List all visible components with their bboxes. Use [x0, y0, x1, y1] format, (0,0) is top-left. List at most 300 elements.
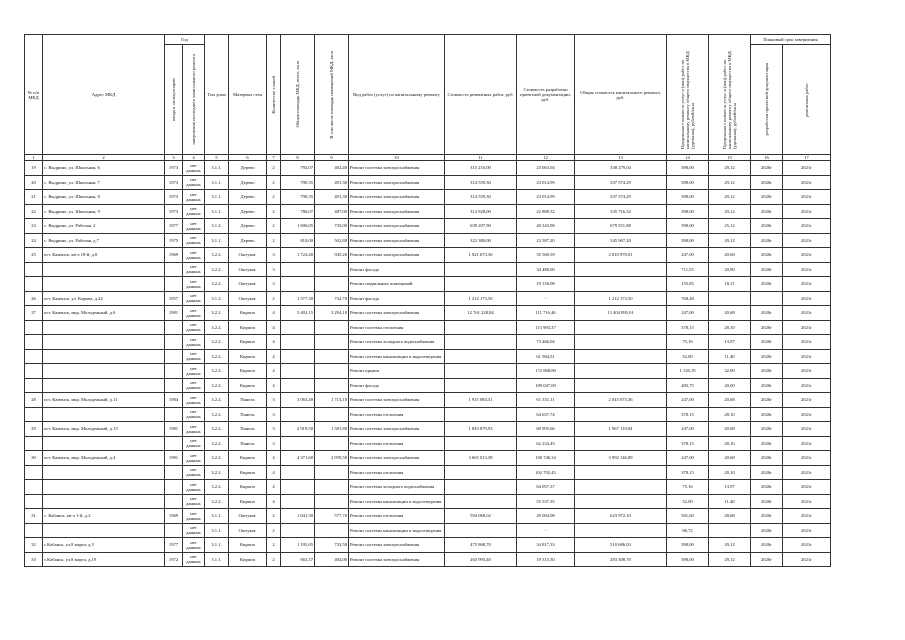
- house-type-cell: 3.2.2.: [205, 393, 229, 408]
- row-number-cell: [25, 349, 43, 364]
- last-repair-year-cell: нет данных: [183, 190, 205, 205]
- address-cell: [43, 335, 165, 350]
- commissioning-year-cell: 1973: [165, 204, 183, 219]
- works-deadline-cell: 2021г: [783, 364, 831, 379]
- unit-cost-limit-2-cell: 32,00: [709, 364, 751, 379]
- repair-cost-cell: [445, 335, 517, 350]
- design-deadline-cell: 2020г: [751, 277, 783, 292]
- address-cell: с. Выдрино, ул. Рабочая, 2: [43, 219, 165, 234]
- last-repair-year-cell: нет данных: [183, 494, 205, 509]
- design-deadline-cell: 2020г: [751, 335, 783, 350]
- row-number-cell: 32: [25, 538, 43, 553]
- total-cost-cell: [575, 349, 667, 364]
- unit-cost-limit-1-cell: 501,60: [667, 509, 709, 524]
- work-type-cell: Ремонт системы электроснабжения: [349, 451, 445, 466]
- works-deadline-cell: 2021г: [783, 204, 831, 219]
- premises-area-cell: 735,00: [315, 219, 349, 234]
- unit-cost-limit-2-cell: 18,11: [709, 277, 751, 292]
- unit-cost-limit-1-cell: 155,85: [667, 277, 709, 292]
- repair-cost-cell: [445, 364, 517, 379]
- premises-area-cell: [315, 262, 349, 277]
- table-row: [25, 393, 831, 408]
- work-type-cell: Ремонт системы электроснабжения: [349, 233, 445, 248]
- unit-cost-limit-2-cell: 29,12: [709, 233, 751, 248]
- design-cost-cell: 34 488,00: [517, 262, 575, 277]
- total-area-cell: [281, 480, 315, 495]
- row-number-cell: [25, 494, 43, 509]
- design-deadline-cell: 2020г: [751, 451, 783, 466]
- table-body: [25, 161, 831, 567]
- design-deadline-cell: 2020г: [751, 204, 783, 219]
- unit-cost-limit-1-cell: 52,00: [667, 494, 709, 509]
- repair-cost-cell: [445, 436, 517, 451]
- commissioning-year-cell: 1969: [165, 248, 183, 263]
- wall-material-cell: Дерево: [229, 190, 267, 205]
- floors-cell: 4: [267, 494, 281, 509]
- address-cell: пгт. Каменск, мкр. Молодежный, д.13: [43, 422, 165, 437]
- column-number-cell: 8: [281, 155, 315, 161]
- table-row: [25, 190, 831, 205]
- work-type-cell: Ремонт системы электроснабжения: [349, 393, 445, 408]
- last-repair-year-cell: нет данных: [183, 204, 205, 219]
- work-type-cell: Ремонт фасада: [349, 262, 445, 277]
- total-cost-cell: [575, 335, 667, 350]
- repair-cost-cell: [445, 262, 517, 277]
- total-cost-cell: 283 308,70: [575, 552, 667, 567]
- row-number-cell: [25, 523, 43, 538]
- total-area-cell: [281, 364, 315, 379]
- table-row: [25, 306, 831, 321]
- design-cost-cell: 23 014,99: [517, 190, 575, 205]
- total-area-cell: 1 195,65: [281, 538, 315, 553]
- last-repair-year-cell: нет данных: [183, 364, 205, 379]
- header-unit-cost-limit-2: Предельная стоимость услуг и (или) работ по капитальному ремонту общего имущества в МКД (удельная), рублей/кв.м: [709, 35, 751, 155]
- works-deadline-cell: 2021г: [783, 161, 831, 176]
- commissioning-year-cell: 1972: [165, 552, 183, 567]
- table-row: [25, 248, 831, 263]
- unit-cost-limit-1-cell: 75,16: [667, 480, 709, 495]
- premises-area-cell: 1 713,10: [315, 393, 349, 408]
- floors-cell: 3: [267, 407, 281, 422]
- total-cost-cell: [575, 378, 667, 393]
- column-number-cell: 13: [575, 155, 667, 161]
- premises-area-cell: [315, 523, 349, 538]
- row-number-cell: 28: [25, 393, 43, 408]
- premises-area-cell: 402,40: [315, 161, 349, 176]
- last-repair-year-cell: нет данных: [183, 422, 205, 437]
- last-repair-year-cell: нет данных: [183, 436, 205, 451]
- work-type-cell: Ремонт системы отопления: [349, 320, 445, 335]
- wall-material-cell: Оштукат.: [229, 262, 267, 277]
- total-cost-cell: 345 967,20: [575, 233, 667, 248]
- works-deadline-cell: 2021г: [783, 335, 831, 350]
- repair-cost-cell: [445, 349, 517, 364]
- work-type-cell: Ремонт системы канализации и водоотведения: [349, 523, 445, 538]
- unit-cost-limit-2-cell: 25,12: [709, 219, 751, 234]
- row-number-cell: 29: [25, 422, 43, 437]
- last-repair-year-cell: нет данных: [183, 306, 205, 321]
- design-cost-cell: 102 792,45: [517, 465, 575, 480]
- header-repair-cost: Стоимость ремонтных работ, руб.: [445, 35, 517, 155]
- wall-material-cell: Панель: [229, 422, 267, 437]
- unit-cost-limit-2-cell: 20,00: [709, 378, 751, 393]
- row-number-cell: [25, 465, 43, 480]
- house-type-cell: 3.1.1.: [205, 552, 229, 567]
- house-type-cell: 3.1.1.: [205, 233, 229, 248]
- total-cost-cell: [575, 407, 667, 422]
- premises-area-cell: [315, 349, 349, 364]
- commissioning-year-cell: 1981: [165, 306, 183, 321]
- premises-area-cell: 2 959,50: [315, 451, 349, 466]
- premises-area-cell: 732,70: [315, 291, 349, 306]
- floors-cell: 2: [267, 523, 281, 538]
- table-row: [25, 161, 831, 176]
- wall-material-cell: Кирпич: [229, 306, 267, 321]
- repair-cost-cell: [445, 523, 517, 538]
- table-row: [25, 465, 831, 480]
- last-repair-year-cell: нет данных: [183, 465, 205, 480]
- header-house-type: Тип дома: [205, 35, 229, 155]
- design-cost-cell: 29 004,08: [517, 509, 575, 524]
- design-deadline-cell: 2020г: [751, 190, 783, 205]
- house-type-cell: 3.2.2.: [205, 349, 229, 364]
- house-type-cell: 3.2.2.: [205, 364, 229, 379]
- total-area-cell: 1 577,30: [281, 291, 315, 306]
- header-unit-cost-limit-1: Предельная стоимость услуг и (или) работ по капитальному ремонту общего имущества в МКД (удельная), рублей/кв.м: [667, 35, 709, 155]
- unit-cost-limit-2-cell: 28,10: [709, 407, 751, 422]
- row-number-cell: 26: [25, 291, 43, 306]
- unit-cost-limit-1-cell: 398,00: [667, 538, 709, 553]
- total-cost-cell: 2 043 073,36: [575, 393, 667, 408]
- table-row: [25, 494, 831, 509]
- works-deadline-cell: 2021г: [783, 349, 831, 364]
- floors-cell: 2: [267, 291, 281, 306]
- unit-cost-limit-2-cell: 20,68: [709, 248, 751, 263]
- commissioning-year-cell: [165, 523, 183, 538]
- floors-cell: 2: [267, 552, 281, 567]
- design-deadline-cell: [751, 291, 783, 306]
- unit-cost-limit-2-cell: 13,97: [709, 335, 751, 350]
- repair-cost-cell: 3 665 013,38: [445, 451, 517, 466]
- unit-cost-limit-1-cell: 75,16: [667, 335, 709, 350]
- premises-area-cell: [315, 364, 349, 379]
- commissioning-year-cell: [165, 407, 183, 422]
- unit-cost-limit-2-cell: 29,12: [709, 538, 751, 553]
- total-cost-cell: 335 716,32: [575, 204, 667, 219]
- commissioning-year-cell: [165, 465, 183, 480]
- design-deadline-cell: 2020г: [751, 523, 783, 538]
- header-last-repair-year: завершения последнего капитального ремонта: [183, 45, 205, 155]
- floors-cell: 3: [267, 422, 281, 437]
- address-cell: [43, 262, 165, 277]
- table-row: [25, 378, 831, 393]
- work-type-cell: Ремонт системы электроснабжения: [349, 552, 445, 567]
- total-area-cell: [281, 320, 315, 335]
- unit-cost-limit-1-cell: 398,00: [667, 233, 709, 248]
- address-cell: пгт. Каменск, кв-л 18-й, д.8: [43, 248, 165, 263]
- row-number-cell: [25, 480, 43, 495]
- total-area-cell: [281, 465, 315, 480]
- wall-material-cell: Кирпич: [229, 335, 267, 350]
- repair-cost-cell: [445, 494, 517, 509]
- design-cost-cell: 61 351,11: [517, 393, 575, 408]
- total-cost-cell: 1 967 110,04: [575, 422, 667, 437]
- house-type-cell: 3.2.2.: [205, 480, 229, 495]
- column-number-cell: 6: [229, 155, 267, 161]
- design-deadline-cell: 2020г: [751, 175, 783, 190]
- premises-area-cell: 491,30: [315, 175, 349, 190]
- work-type-cell: Ремонт системы отопления: [349, 407, 445, 422]
- works-deadline-cell: 2021г: [783, 509, 831, 524]
- floors-cell: 4: [267, 451, 281, 466]
- total-cost-cell: 337 574,29: [575, 190, 667, 205]
- column-number-cell: 14: [667, 155, 709, 161]
- floors-cell: 4: [267, 364, 281, 379]
- work-type-cell: Ремонт системы отопления: [349, 436, 445, 451]
- repair-cost-cell: 314 559,30: [445, 190, 517, 205]
- wall-material-cell: Кирпич: [229, 320, 267, 335]
- premises-area-cell: [315, 335, 349, 350]
- wall-material-cell: Панель: [229, 407, 267, 422]
- work-type-cell: Ремонт системы электроснабжения: [349, 204, 445, 219]
- last-repair-year-cell: нет данных: [183, 480, 205, 495]
- total-area-cell: 4 371,68: [281, 451, 315, 466]
- repair-cost-cell: 1 915 084,51: [445, 393, 517, 408]
- table-row: [25, 407, 831, 422]
- unit-cost-limit-2-cell: 20,68: [709, 422, 751, 437]
- repair-cost-cell: 315 216,00: [445, 161, 517, 176]
- house-type-cell: 3.1.1.: [205, 523, 229, 538]
- last-repair-year-cell: нет данных: [183, 277, 205, 292]
- total-area-cell: 810,00: [281, 233, 315, 248]
- address-cell: [43, 364, 165, 379]
- address-cell: [43, 523, 165, 538]
- last-repair-year-cell: нет данных: [183, 335, 205, 350]
- total-cost-cell: 2 010 978,01: [575, 248, 667, 263]
- header-floors: Количество этажей: [267, 35, 281, 155]
- table-row: [25, 277, 831, 292]
- unit-cost-limit-2-cell: 28,10: [709, 320, 751, 335]
- wall-material-cell: Панель: [229, 393, 267, 408]
- wall-material-cell: Кирпич: [229, 552, 267, 567]
- premises-area-cell: 491,30: [315, 190, 349, 205]
- wall-material-cell: Дерево: [229, 175, 267, 190]
- commissioning-year-cell: [165, 494, 183, 509]
- design-cost-cell: 109 047,00: [517, 378, 575, 393]
- column-number-cell: 16: [751, 155, 783, 161]
- repair-cost-cell: [445, 378, 517, 393]
- works-deadline-cell: 2021г: [783, 233, 831, 248]
- header-wall-material: Материал стен: [229, 35, 267, 155]
- works-deadline-cell: 2021г: [783, 262, 831, 277]
- last-repair-year-cell: нет данных: [183, 349, 205, 364]
- work-type-cell: Ремонт системы электроснабжения: [349, 306, 445, 321]
- column-number-cell: 15: [709, 155, 751, 161]
- unit-cost-limit-2-cell: 29,12: [709, 190, 751, 205]
- design-cost-cell: -: [517, 523, 575, 538]
- premises-area-cell: [315, 320, 349, 335]
- work-type-cell: Ремонт системы электроснабжения: [349, 190, 445, 205]
- total-cost-cell: 3 992 146,89: [575, 451, 667, 466]
- total-area-cell: 1 724,40: [281, 248, 315, 263]
- address-cell: [43, 480, 165, 495]
- design-cost-cell: 22 888,32: [517, 204, 575, 219]
- total-cost-cell: 338 279,04: [575, 161, 667, 176]
- column-number-cell: 4: [183, 155, 205, 161]
- works-deadline-cell: 2021г: [783, 494, 831, 509]
- last-repair-year-cell: нет данных: [183, 219, 205, 234]
- house-type-cell: 3.1.1.: [205, 509, 229, 524]
- floors-cell: 2: [267, 233, 281, 248]
- commissioning-year-cell: 1981: [165, 422, 183, 437]
- house-type-cell: 3.2.2.: [205, 378, 229, 393]
- floors-cell: 2: [267, 509, 281, 524]
- commissioning-year-cell: 1973: [165, 190, 183, 205]
- wall-material-cell: Кирпич: [229, 364, 267, 379]
- floors-cell: 4: [267, 378, 281, 393]
- commissioning-year-cell: 1973: [165, 161, 183, 176]
- total-cost-cell: 679 551,88: [575, 219, 667, 234]
- house-type-cell: 3.1.2.: [205, 291, 229, 306]
- total-area-cell: 790,35: [281, 175, 315, 190]
- house-type-cell: 3.2.2.: [205, 335, 229, 350]
- work-type-cell: Ремонт системы холодного водоснабжения: [349, 335, 445, 350]
- design-deadline-cell: 2020г: [751, 509, 783, 524]
- row-number-cell: [25, 335, 43, 350]
- unit-cost-limit-2-cell: 28,68: [709, 509, 751, 524]
- floors-cell: 2: [267, 190, 281, 205]
- header-commissioning-year: ввода в эксплуатацию: [165, 45, 183, 155]
- unit-cost-limit-2-cell: [709, 291, 751, 306]
- unit-cost-limit-1-cell: 768,48: [667, 291, 709, 306]
- design-deadline-cell: 2020г: [751, 393, 783, 408]
- unit-cost-limit-2-cell: 29,12: [709, 552, 751, 567]
- design-cost-cell: 62 234,45: [517, 436, 575, 451]
- premises-area-cell: 3 294,10: [315, 306, 349, 321]
- column-number-cell: 5: [205, 155, 229, 161]
- table-row: [25, 349, 831, 364]
- row-number-cell: 25: [25, 248, 43, 263]
- commissioning-year-cell: [165, 349, 183, 364]
- table-row: [25, 422, 831, 437]
- address-cell: [43, 436, 165, 451]
- table-row: [25, 538, 831, 553]
- header-address: Адрес МКД: [43, 35, 165, 155]
- total-area-cell: 1 041,30: [281, 509, 315, 524]
- last-repair-year-cell: нет данных: [183, 451, 205, 466]
- floors-cell: 2: [267, 161, 281, 176]
- design-deadline-cell: 2020г: [751, 320, 783, 335]
- work-type-cell: Ремонт системы холодного водоснабжения: [349, 480, 445, 495]
- repair-cost-cell: 1 212 173,50: [445, 291, 517, 306]
- row-number-cell: 31: [25, 509, 43, 524]
- table-row: [25, 523, 831, 538]
- design-deadline-cell: 2020г: [751, 161, 783, 176]
- table-row: [25, 451, 831, 466]
- wall-material-cell: Кирпич: [229, 538, 267, 553]
- column-number-cell: 1: [25, 155, 43, 161]
- design-cost-cell: 61 584,51: [517, 349, 575, 364]
- wall-material-cell: Дерево: [229, 204, 267, 219]
- header-total-cost: Общая стоимость капитального ремонта, руб.: [575, 35, 667, 155]
- table-row: [25, 436, 831, 451]
- design-deadline-cell: 2020г: [751, 480, 783, 495]
- unit-cost-limit-2-cell: 13,97: [709, 480, 751, 495]
- floors-cell: 3: [267, 277, 281, 292]
- design-cost-cell: 35 560,59: [517, 248, 575, 263]
- wall-material-cell: Кирпич: [229, 494, 267, 509]
- premises-area-cell: [315, 465, 349, 480]
- premises-area-cell: [315, 277, 349, 292]
- address-cell: [43, 349, 165, 364]
- wall-material-cell: Кирпич: [229, 480, 267, 495]
- address-cell: с. Выдрино, ул. Школьная, 7: [43, 175, 165, 190]
- work-type-cell: Ремонт системы отопления: [349, 509, 445, 524]
- repair-cost-cell: [445, 277, 517, 292]
- house-type-cell: 3.1.1.: [205, 204, 229, 219]
- table-row: [25, 175, 831, 190]
- unit-cost-limit-2-cell: 11,40: [709, 349, 751, 364]
- premises-area-cell: [315, 436, 349, 451]
- row-number-cell: 19: [25, 161, 43, 176]
- design-deadline-cell: 2020г: [751, 349, 783, 364]
- unit-cost-limit-2-cell: 20,90: [709, 262, 751, 277]
- row-number-cell: 30: [25, 451, 43, 466]
- floors-cell: 4: [267, 306, 281, 321]
- design-cost-cell: 64 637,74: [517, 407, 575, 422]
- row-number-cell: 22: [25, 204, 43, 219]
- house-type-cell: 3.2.2.: [205, 277, 229, 292]
- commissioning-year-cell: [165, 378, 183, 393]
- works-deadline-cell: 2021г: [783, 277, 831, 292]
- works-deadline-cell: 2021г: [783, 538, 831, 553]
- address-cell: [43, 407, 165, 422]
- unit-cost-limit-1-cell: 483,75: [667, 378, 709, 393]
- row-number-cell: [25, 436, 43, 451]
- commissioning-year-cell: 1969: [165, 509, 183, 524]
- commissioning-year-cell: 1975: [165, 233, 183, 248]
- works-deadline-cell: 2021г: [783, 306, 831, 321]
- design-cost-cell: 73 466,04: [517, 335, 575, 350]
- total-cost-cell: [575, 523, 667, 538]
- repair-cost-cell: 1 843 879,93: [445, 422, 517, 437]
- premises-area-cell: [315, 480, 349, 495]
- row-number-cell: [25, 378, 43, 393]
- address-cell: [43, 320, 165, 335]
- design-deadline-cell: 2020г: [751, 378, 783, 393]
- house-type-cell: 3.1.1.: [205, 538, 229, 553]
- floors-cell: 4: [267, 320, 281, 335]
- table-row: [25, 320, 831, 335]
- works-deadline-cell: 2021г: [783, 393, 831, 408]
- house-type-cell: 3.2.2.: [205, 262, 229, 277]
- house-type-cell: 3.2.2.: [205, 436, 229, 451]
- last-repair-year-cell: нет данных: [183, 291, 205, 306]
- address-cell: [43, 494, 165, 509]
- header-planned-completion: Плановый срок завершения: [751, 35, 831, 45]
- total-area-cell: 2 919,50: [281, 422, 315, 437]
- floors-cell: 2: [267, 204, 281, 219]
- column-number-cell: 2: [43, 155, 165, 161]
- wall-material-cell: Дерево: [229, 161, 267, 176]
- header-design-deadline: разработки проектной документации: [751, 45, 783, 155]
- design-cost-cell: 60 995,66: [517, 422, 575, 437]
- unit-cost-limit-1-cell: 247,00: [667, 451, 709, 466]
- work-type-cell: Ремонт системы электроснабжения: [349, 161, 445, 176]
- total-area-cell: [281, 494, 315, 509]
- unit-cost-limit-2-cell: [709, 523, 751, 538]
- unit-cost-limit-1-cell: 86,72: [667, 523, 709, 538]
